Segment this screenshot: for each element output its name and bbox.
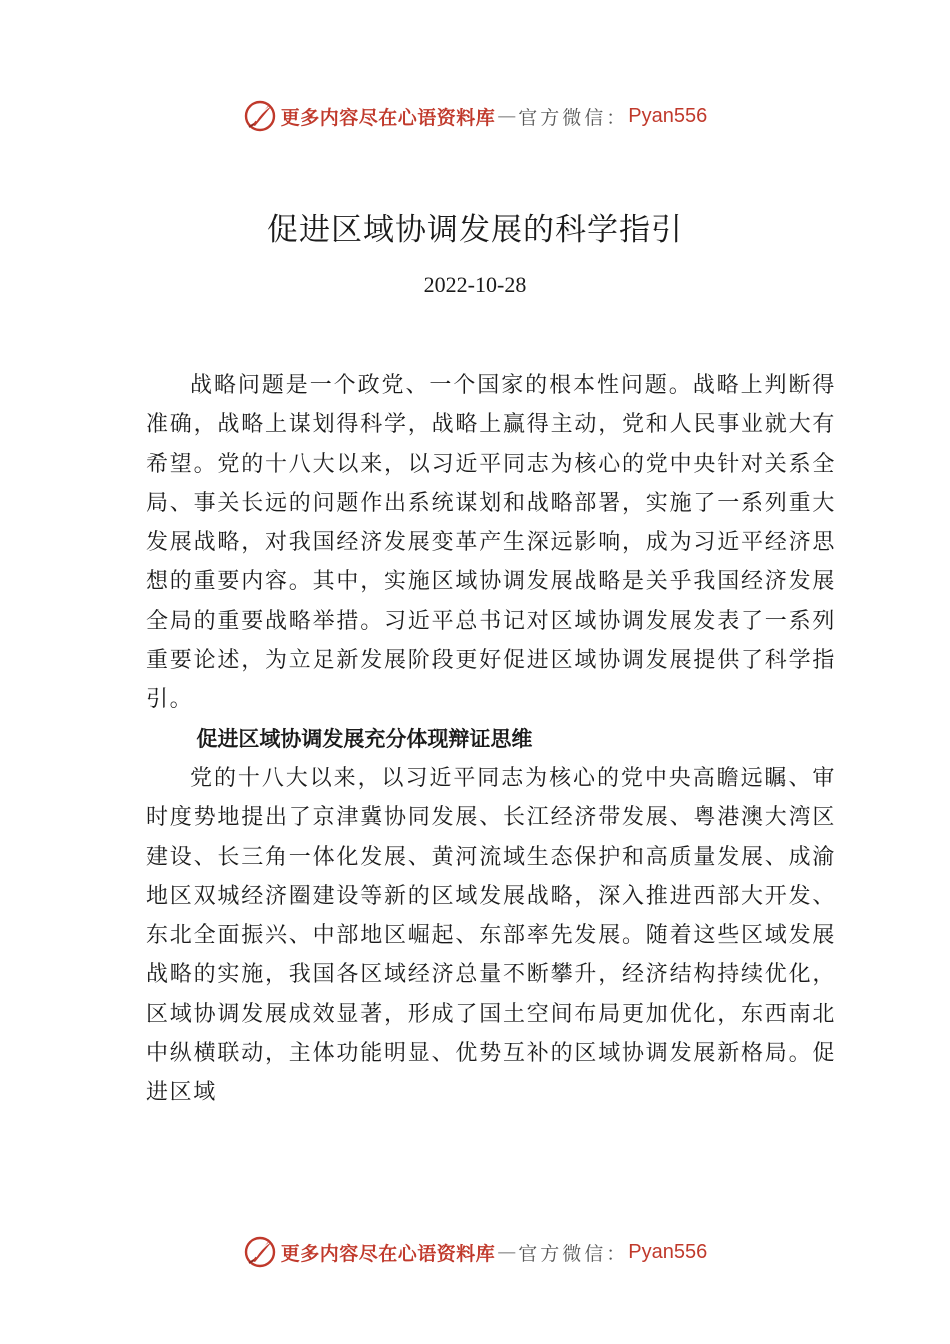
banner-library-text: 更多内容尽在心语资料库	[280, 1242, 496, 1265]
banner-wechat-id: Pyan556	[628, 104, 708, 127]
section-heading: 促进区域协调发展充分体现辩证思维	[196, 726, 533, 751]
banner-dash: —	[497, 105, 517, 127]
quill-pen-logo-icon	[243, 1235, 277, 1269]
article-title: 促进区域协调发展的科学指引	[267, 212, 683, 248]
header-banner	[0, 96, 950, 136]
quill-pen-logo-icon	[243, 99, 277, 133]
paragraph-2: 党的十八大以来，以习近平同志为核心的党中央高瞻远瞩、审时度势地提出了京津冀协同发展、长江经济带发展、粤港澳大湾区建设、长三角一体化发展、黄河流域生态保护和高质量发展、成渝地区双城经济圈建设等新的区域发展战略，深入推进西部大开发、东北全面振兴、中部地区崛起、东部率先发展。随着这些区域发展战略的实施，我国各区域经济总量不断攀升，经济结构持续优化，区域协调发展成效显著，形成了国土空间布局更加优化，东西南北中纵横联动，主体功能明显、优势互补的区域协调发展新格局。促进区域	[146, 765, 836, 1106]
banner-wechat-label: 官方微信：	[518, 1242, 629, 1265]
banner-dash: —	[497, 1241, 517, 1263]
footer-banner	[0, 1232, 950, 1272]
banner-wechat-label: 官方微信：	[518, 106, 629, 129]
article-body	[146, 366, 836, 1113]
article-date: 2022-10-28	[423, 272, 527, 297]
banner-wechat-id: Pyan556	[628, 1240, 708, 1263]
banner-library-text: 更多内容尽在心语资料库	[280, 106, 496, 129]
paragraph-1: 战略问题是一个政党、一个国家的根本性问题。战略上判断得准确，战略上谋划得科学，战略上赢得主动，党和人民事业就大有希望。党的十八大以来，以习近平同志为核心的党中央针对关系全局、事关长远的问题作出系统谋划和战略部署，实施了一系列重大发展战略，对我国经济发展变革产生深远影响，成为习近平经济思想的重要内容。其中，实施区域协调发展战略是关乎我国经济发展全局的重要战略举措。习近平总书记对区域协调发展发表了一系列重要论述，为立足新发展阶段更好促进区域协调发展提供了科学指引。	[146, 373, 836, 713]
